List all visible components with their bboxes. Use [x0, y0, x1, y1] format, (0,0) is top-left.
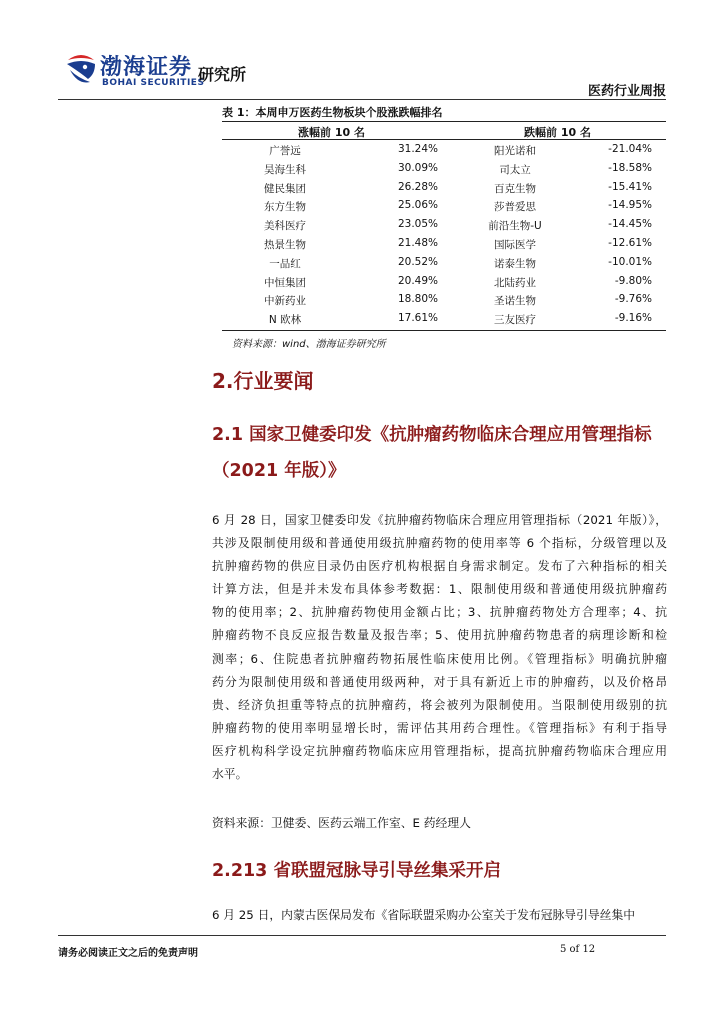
loss-pct: -21.04% [608, 143, 652, 155]
table-body [222, 142, 666, 330]
gain-stock-name: 中恒集团 [264, 276, 306, 289]
loss-stock-name: 诺泰生物 [494, 257, 536, 270]
table-row [222, 292, 666, 311]
gain-stock-name: N 欧林 [268, 314, 302, 327]
loss-stock-name: 前沿生物-U [488, 220, 542, 233]
loss-pct: -15.41% [608, 180, 652, 193]
report-type: 医药行业周报 [587, 84, 666, 99]
table-top-rule [222, 121, 666, 122]
footer-disclaimer: 请务必阅读正文之后的免责声明 [58, 948, 198, 959]
table-row [222, 274, 666, 293]
paragraph-line: 药分为限制使用级和普通使用级两种，对于具有新近上市的肿瘤药，以及价格昂 [212, 674, 667, 689]
loss-stock-name: 莎普爱思 [494, 201, 536, 214]
paragraph-line: 计算方法，但是并未发布具体参考数据：1、限制使用级和普通使用级抗肿瘤药 [212, 582, 667, 597]
news1-source: 资料来源：卫健委、医药云端工作室、E 药经理人 [212, 816, 471, 830]
table-row [222, 180, 666, 199]
bohai-logo-icon [64, 52, 98, 86]
paragraph-line: 物的使用率；2、抗肿瘤药物使用金额占比；3、抗肿瘤药物处方合理率；4、抗 [212, 605, 667, 620]
gain-pct: 20.49% [397, 274, 438, 287]
paragraph-line: 测率；6、住院患者抗肿瘤药物拓展性临床使用比例。《管理指标》明确抗肿瘤 [212, 651, 667, 666]
table-row [222, 217, 666, 236]
news1-title-line1: 2.1 国家卫健委印发《抗肿瘤药物临床合理应用管理指标 [212, 425, 652, 445]
table-row [222, 161, 666, 180]
loss-pct: -14.45% [608, 218, 652, 231]
paragraph-line: 贵、经济负担重等特点的抗肿瘤药，将会被列为限制使用。当限制使用级别的抗 [212, 697, 667, 712]
news1-title-line2: （2021 年版）》 [212, 461, 346, 481]
header-divider [58, 99, 666, 100]
loss-stock-name: 国际医学 [494, 238, 536, 251]
logo-text-cn: 渤海证券 [100, 55, 193, 80]
loss-stock-name: 北陆药业 [494, 276, 536, 289]
paragraph-line: 医疗机构科学设定抗肿瘤药物临床应用管理指标，提高抗肿瘤药物临床合理应用 [212, 743, 667, 758]
gain-pct: 25.06% [397, 199, 438, 212]
gain-pct: 21.48% [397, 236, 438, 249]
gain-pct: 26.28% [397, 180, 438, 193]
gain-pct: 30.09% [397, 161, 438, 174]
loss-stock-name: 三友医疗 [494, 314, 536, 327]
table-header-loss: 跌幅前 10 名 [524, 126, 591, 139]
paragraph-line: 肿瘤药物的使用率明显增长时，需评估其用药合理性。《管理指标》有利于指导 [212, 720, 667, 735]
gain-stock-name: 东方生物 [264, 201, 306, 214]
gain-stock-name: 一品红 [269, 257, 301, 270]
loss-stock-name: 司太立 [499, 163, 531, 176]
loss-pct: -9.76% [614, 293, 652, 306]
table-source: 资料来源：wind、渤海证券研究所 [232, 339, 386, 350]
loss-pct: -18.58% [608, 161, 652, 174]
gain-stock-name: 热景生物 [264, 238, 306, 251]
page-number: 5 of 12 [560, 944, 596, 955]
table-row [222, 236, 666, 255]
gain-pct: 18.80% [397, 293, 438, 306]
loss-pct: -14.95% [608, 199, 652, 212]
loss-stock-name: 阳光诺和 [494, 145, 536, 157]
table-row [222, 142, 666, 161]
table-header-gain: 涨幅前 10 名 [298, 126, 365, 139]
loss-stock-name: 圣诺生物 [494, 295, 536, 308]
gain-stock-name: 广誉远 [269, 145, 301, 157]
paragraph-line: 抗肿瘤药物的供应目录仍由医疗机构根据自身需求制定。发布了六种指标的相关 [212, 559, 667, 574]
table-bottom-rule [222, 330, 666, 331]
table-row [222, 311, 666, 330]
gain-stock-name: 中新药业 [264, 295, 306, 308]
logo-text-en: BOHAI SECURITIES [102, 78, 205, 88]
loss-pct: -9.80% [614, 274, 652, 287]
gain-pct: 20.52% [397, 255, 438, 268]
gain-stock-name: 昊海生科 [264, 163, 306, 176]
gain-pct: 23.05% [397, 218, 438, 231]
loss-pct: -9.16% [614, 312, 652, 325]
gain-pct: 17.61% [397, 312, 438, 325]
paragraph-line: 6 月 28 日，国家卫健委印发《抗肿瘤药物临床合理应用管理指标（2021 年版）》， [212, 513, 667, 527]
paragraph-line: 共涉及限制使用级和普通使用级抗肿瘤药物的使用率等 6 个指标，分级管理以及 [212, 536, 667, 551]
loss-stock-name: 百克生物 [494, 182, 536, 195]
gain-stock-name: 健民集团 [264, 182, 306, 195]
table-header-rule [222, 139, 666, 140]
footer-divider [58, 935, 666, 936]
loss-pct: -12.61% [608, 236, 652, 249]
table-title: 表 1：本周申万医药生物板块个股涨跌幅排名 [222, 106, 443, 119]
logo-department: 研究所 [198, 65, 247, 84]
section-title: 2.行业要闻 [212, 369, 314, 393]
paragraph-line: 肿瘤药物不良反应报告数量及报告率；5、使用抗肿瘤药物患者的病理诊断和检 [212, 628, 667, 643]
news2-title: 2.213 省联盟冠脉导引导丝集采开启 [212, 861, 501, 881]
table-row [222, 255, 666, 274]
news2-paragraph: 6 月 25 日，内蒙古医保局发布《省际联盟采购办公室关于发布冠脉导引导丝集中 [212, 908, 636, 922]
paragraph-line: 水平。 [212, 767, 248, 782]
gain-stock-name: 美科医疗 [264, 220, 306, 233]
news1-paragraph [212, 509, 667, 786]
table-row [222, 198, 666, 217]
gain-pct: 31.24% [397, 143, 438, 155]
loss-pct: -10.01% [608, 255, 652, 268]
